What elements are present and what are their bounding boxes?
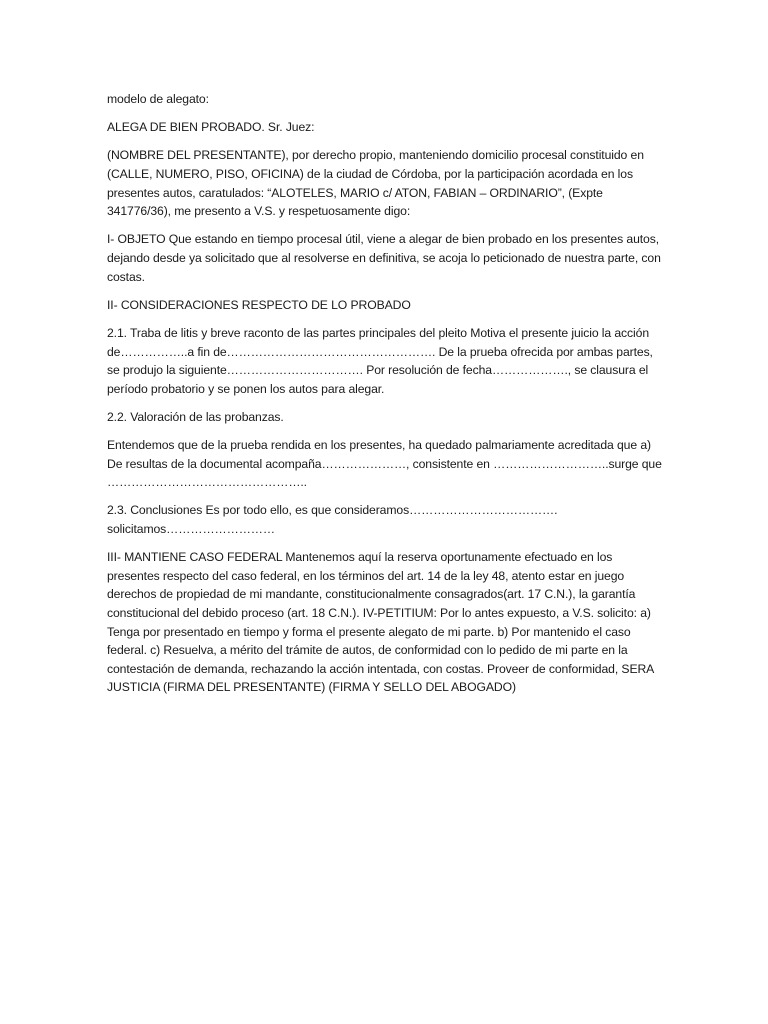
paragraph-valoracion: Entendemos que de la prueba rendida en los presentes, ha quedado palmariamente acreditada que a) De resultas de la documental acompaña…………………, consistente en ………………………..surge que ………………………………………….. [107,438,662,490]
document-title: ALEGA DE BIEN PROBADO. Sr. Juez: [107,120,315,135]
document-body [107,90,662,707]
document-heading: modelo de alegato: [107,92,209,106]
paragraph-presentation: (NOMBRE DEL PRESENTANTE), por derecho propio, manteniendo domicilio procesal constituido en (CALLE, NUMERO, PISO, OFICINA) de la ciudad de Córdoba, por la participación acordada en los presentes autos, caratulados: “ALOTELES, MARIO c/ ATON, FABIAN – ORDINARIO”, (Expte 341776/36), me presento a V.S. y respetuosamente digo: [107,148,644,219]
paragraph-objeto: I- OBJETO Que estando en tiempo procesal útil, viene a alegar de bien probado en los presentes autos, dejando desde ya solicitado que al resolverse en definitiva, se acoja lo peticionado de nuestra parte, con costas. [107,232,661,284]
section-heading-consideraciones: II- CONSIDERACIONES RESPECTO DE LO PROBADO [107,297,411,312]
paragraph-2-2: 2.2. Valoración de las probanzas. [107,409,284,424]
paragraph-2-1: 2.1. Traba de litis y breve raconto de las partes principales del pleito Motiva el presente juicio la acción de……………..a fin de……………………………………………. De la prueba ofrecida por ambas partes, se produjo la siguiente……………………………. Por resolución de fecha………………., se clausura el período probatorio y se ponen los autos para alegar. [107,325,653,396]
paragraph-2-3: 2.3. Conclusiones Es por todo ello, es que consideramos………………………………. solicitamos……………………… [107,503,558,537]
paragraph-caso-federal-petitium: III- MANTIENE CASO FEDERAL Mantenemos aquí la reserva oportunamente efectuado en los presentes respecto del caso federal, en los términos del art. 14 de la ley 48, atento estar en juego derechos de propiedad de mi mandante, constitucionalmente consagrados(art. 17 C.N.), la garantía constitucional del debido proceso (art. 18 C.N.). IV-PETITIUM: Por lo antes expuesto, a V.S. solicito: a) Tenga por presentado en tiempo y forma el presente alegato de mi parte. b) Por mantenido el caso federal. c) Resuelva, a mérito del trámite de autos, de conformidad con lo pedido de mi parte en la contestación de demanda, rechazando la acción intentada, con costas. Proveer de conformidad, SERA JUSTICIA (FIRMA DEL PRESENTANTE) (FIRMA Y SELLO DEL ABOGADO) [107,550,654,695]
